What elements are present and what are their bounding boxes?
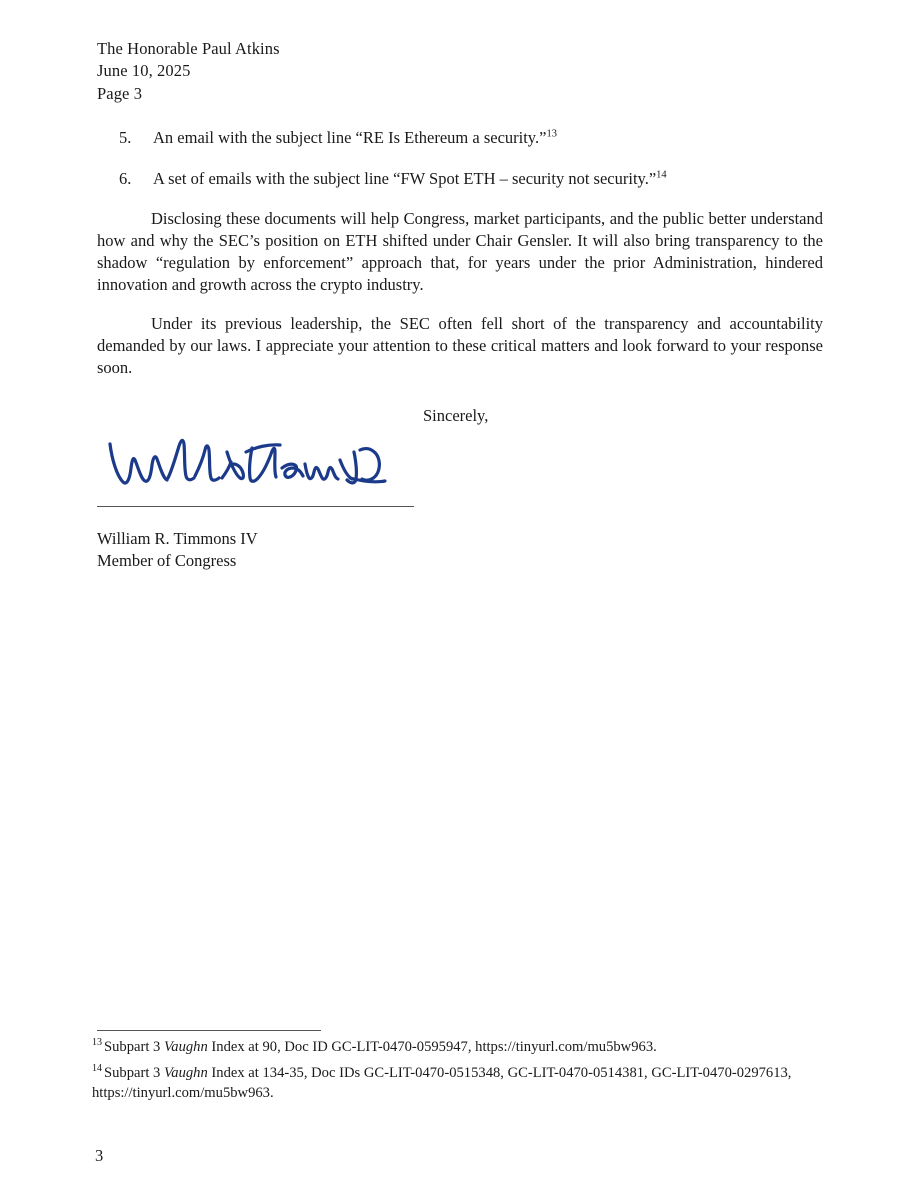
footnote-13 <box>92 1038 828 1058</box>
footnote-number-14: 14 <box>92 1062 102 1074</box>
signature-area <box>97 428 823 524</box>
footnote-13-suffix: Index at 90, Doc ID GC-LIT-0470-0595947, https://tinyurl.com/mu5bw963. <box>207 1039 657 1055</box>
footnote-separator <box>97 1030 321 1031</box>
footnote-14-suffix: Index at 134-35, Doc IDs GC-LIT-0470-0515348, GC-LIT-0470-0514381, GC-LIT-0470-0297613, https://tinyurl.com/mu5bw963. <box>92 1064 792 1101</box>
page-number: 3 <box>95 1146 104 1165</box>
footnote-13-prefix: Subpart 3 <box>104 1039 164 1055</box>
signature-rule <box>97 506 414 507</box>
letter-header <box>97 38 823 105</box>
recipient-line: The Honorable Paul Atkins <box>97 39 280 58</box>
list-item <box>97 127 823 149</box>
footnote-13-italic: Vaughn <box>164 1039 208 1055</box>
page-label-line: Page 3 <box>97 83 143 103</box>
paragraph-disclosing: Disclosing these documents will help Congress, market participants, and the public better understand how and why the SEC’s position on ETH shifted under Chair Gensler. It will also bring transparency to the shadow “regulation by enforcement” approach that, for years under the prior Administration, hindered innovation and growth across the crypto industry. <box>97 208 823 295</box>
footnote-marker-13: 13 <box>546 128 557 140</box>
list-item-number: 5. <box>119 128 132 148</box>
signature-image <box>102 434 402 502</box>
signature-block <box>97 528 823 573</box>
footnote-14-prefix: Subpart 3 <box>104 1064 164 1081</box>
footnotes <box>92 1038 828 1110</box>
list-item-text <box>153 168 823 190</box>
footnote-14-italic: Vaughn <box>164 1064 208 1081</box>
footnote-14 <box>92 1064 828 1104</box>
list-item <box>97 168 823 190</box>
paragraph-closing-remarks: Under its previous leadership, the SEC often fell short of the transparency and accountability demanded by our laws. I appreciate your attention to these critical matters and look forward to your response soon. <box>97 314 823 378</box>
date-line: June 10, 2025 <box>97 61 191 81</box>
list-item-body: An email with the subject line “RE Is Ethereum a security.” <box>153 128 547 148</box>
signer-title: Member of Congress <box>97 551 237 571</box>
list-item-number: 6. <box>119 168 132 188</box>
footnote-marker-14: 14 <box>656 169 667 181</box>
letter-body <box>97 38 823 573</box>
closing-salutation: Sincerely, <box>423 405 489 425</box>
list-item-body: A set of emails with the subject line “FW Spot ETH – security not security.” <box>153 168 657 188</box>
numbered-list <box>97 127 823 190</box>
list-item-text <box>153 127 823 149</box>
signer-name: William R. Timmons IV <box>97 528 258 548</box>
footnote-number-13: 13 <box>92 1037 102 1049</box>
